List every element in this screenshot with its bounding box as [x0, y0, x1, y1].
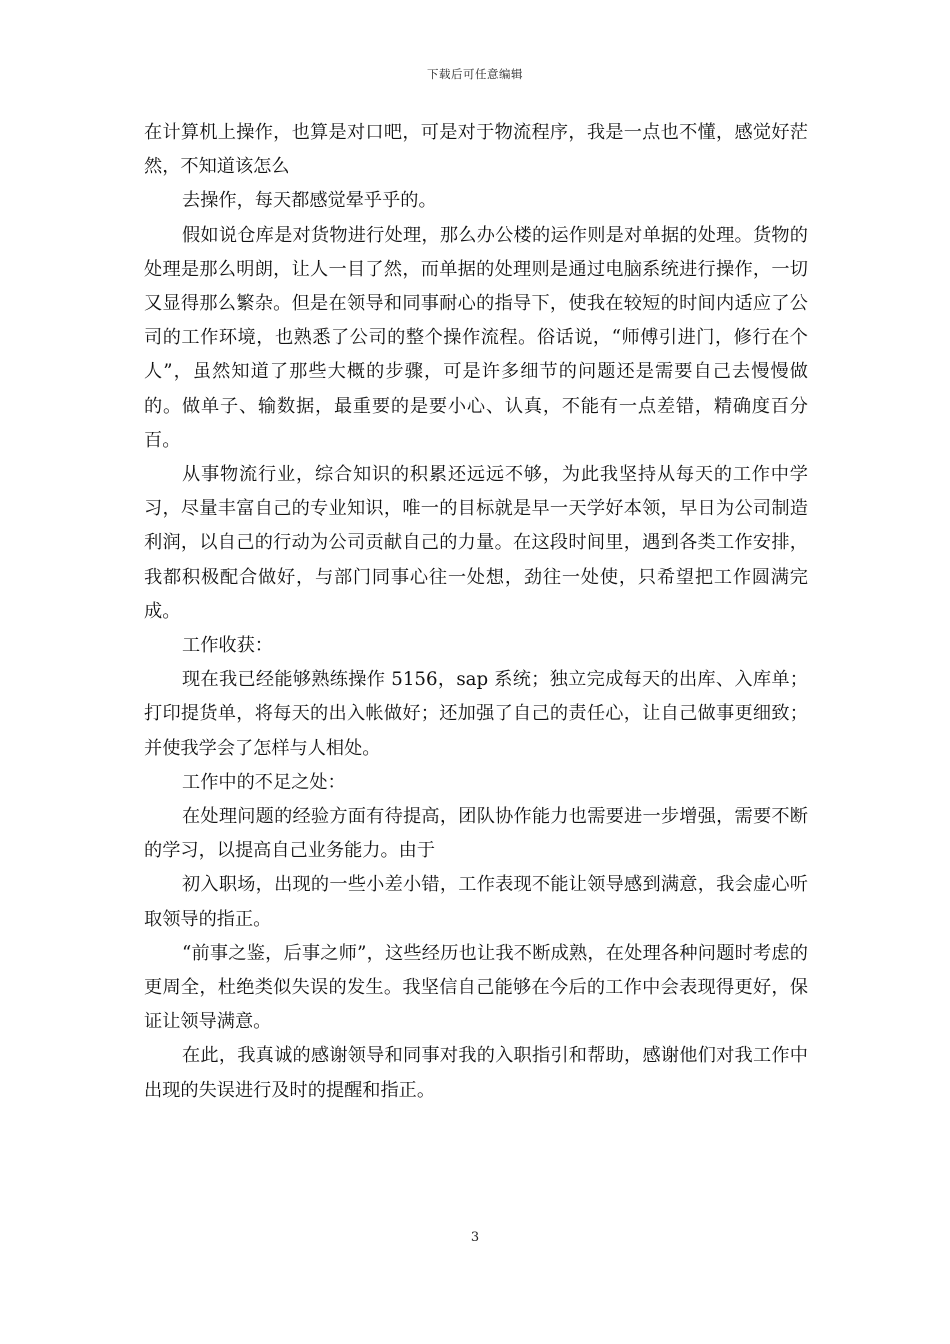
paragraph: 假如说仓库是对货物进行处理，那么办公楼的运作则是对单据的处理。货物的处理是那么明朗，让人一目了然，而单据的处理则是通过电脑系统进行操作，一切又显得那么繁杂。但是在领导和同事耐心的指导下，使我在较短的时间内适应了公司的工作环境，也熟悉了公司的整个操作流程。俗话说，“师傅引进门，修行在个人”，虽然知道了那些大概的步骤，可是许多细节的问题还是需要自己去慢慢做的。做单子、输数据，最重要的是要小心、认真，不能有一点差错，精确度百分百。: [144, 224, 808, 451]
paragraph: 在处理问题的经验方面有待提高，团队协作能力也需要进一步增强，需要不断的学习，以提高自己业务能力。由于: [144, 806, 808, 862]
page-number: 3: [470, 1230, 480, 1245]
paragraph: 在计算机上操作，也算是对口吧，可是对于物流程序，我是一点也不懂，感觉好茫然，不知道该怎么: [144, 122, 808, 178]
section-heading: 工作收获：: [182, 635, 273, 657]
paragraph: 去操作，每天都感觉晕乎乎的。: [182, 190, 437, 212]
paragraph: 从事物流行业，综合知识的积累还远远不够，为此我坚持从每天的工作中学习，尽量丰富自己的专业知识，唯一的目标就是早一天学好本领，早日为公司制造利润，以自己的行动为公司贡献自己的力量。在这段时间里，遇到各类工作安排，我都积极配合做好，与部门同事心往一处想，劲往一处使，只希望把工作圆满完成。: [144, 464, 808, 622]
paragraph: “前事之鉴，后事之师”，这些经历也让我不断成熟，在处理各种问题时考虑的更周全，杜绝类似失误的发生。我坚信自己能够在今后的工作中会表现得更好，保证让领导满意。: [144, 942, 808, 1033]
paragraph: 初入职场，出现的一些小差小错，工作表现不能让领导感到满意，我会虚心听取领导的指正。: [144, 874, 808, 930]
document-body: [144, 116, 808, 1108]
paragraph: 在此，我真诚的感谢领导和同事对我的入职指引和帮助，感谢他们对我工作中出现的失误进行及时的提醒和指正。: [144, 1045, 808, 1101]
section-heading: 工作中的不足之处：: [182, 771, 346, 793]
paragraph: 现在我已经能够熟练操作 5156，sap 系统；独立完成每天的出库、入库单；打印提货单，将每天的出入帐做好；还加强了自己的责任心，让自己做事更细致；并使我学会了怎样与人相处。: [144, 669, 808, 759]
page-header: 下载后可任意编辑: [427, 67, 523, 81]
